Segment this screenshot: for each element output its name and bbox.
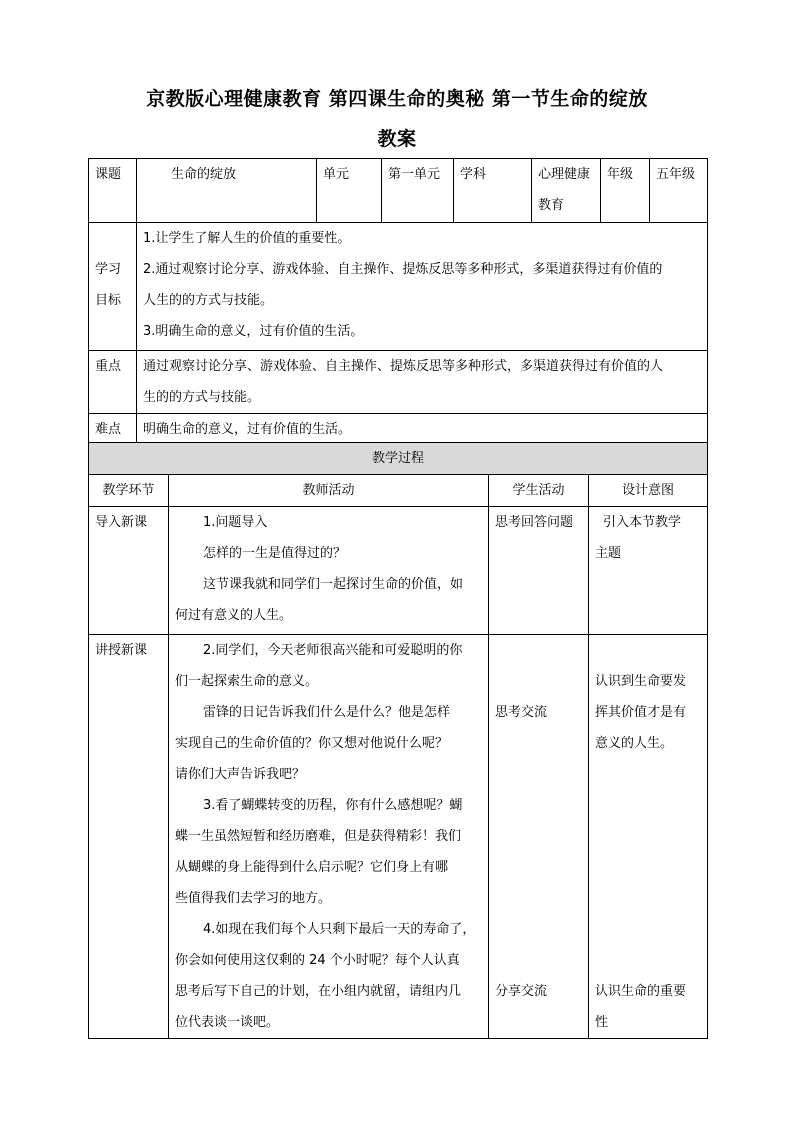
intro-stage: 导入新课 [89,507,169,635]
goal-item: 3.明确生命的意义，过有价值的生活。 [143,324,364,339]
unit-value: 第一单元 [382,159,454,223]
process-header: 教学过程 [89,443,708,475]
subject-value: 心理健康 教育 [532,159,601,223]
column-header-teacher: 教师活动 [169,475,489,507]
intent-2-line: 性 [595,1015,609,1030]
lecture-teacher: 2.同学们，今天老师很高兴能和可爱聪明的你 们一起探索生命的意义。 雷锋的日记告诉我们什么是什么？他是怎样 实现自己的生命价值的？你又想对他说什么呢？ 请你们大声告诉我吧？ 3.看了蝴蝶转变的历程，你有什么感想呢？蝴 蝶一生虽然短暂和经历磨难，但是获得精彩！我们 从蝴蝶的身上能得到什么启示呢？它们身上有哪 些值得我们去学习的地方。 4.如现在我们每个人只剩下最后一天的寿命了， 你会如何使用这仅剩的 24 个小时呢？每个人认真 思考后写下自己的计划，在小组内就留，请组内几 位代表谈一谈吧。 [169,635,489,1039]
student-activity-1: 思考交流 [495,705,548,720]
lecture-student [489,635,589,1039]
intro-teacher: 1.问题导入 怎样的一生是值得过的？ 这节课我就和同学们一起探讨生命的价值，如 何过有意义的人生。 [169,507,489,635]
teaching-process-table [88,442,708,1039]
intent-1-line: 意义的人生。 [595,736,674,751]
column-header-stage: 教学环节 [89,475,169,507]
key-point-content: 通过观察讨论分享、游戏体验、自主操作、提炼反思等多种形式，多渠道获得过有价值的人 生的的方式与技能。 [137,351,708,414]
goals-label: 学习 目标 [89,223,137,351]
subject-label: 学科 [454,159,532,223]
key-point-label: 重点 [89,351,137,414]
intro-row [89,507,708,635]
document-title: 京教版心理健康教育 第四课生命的奥秘 第一节生命的绽放 [146,88,648,110]
intro-student: 思考回答问题 [489,507,589,635]
difficulty-label: 难点 [89,414,137,447]
column-header-student: 学生活动 [489,475,589,507]
grade-label: 年级 [601,159,650,223]
topic-value: 生命的绽放 [137,159,317,223]
intent-2-line: 认识生命的重要 [595,984,687,999]
intro-intent: 引入本节教学 主题 [589,507,708,635]
intent-1-line: 认识到生命要发 [595,674,687,689]
column-header-intent: 设计意图 [589,475,708,507]
goal-item: 人生的的方式与技能。 [143,293,274,308]
topic-label: 课题 [89,159,137,223]
intent-1-line: 挥其价值才是有 [595,705,687,720]
goals-content [137,223,708,351]
lesson-info-table [88,158,708,447]
document-subtitle: 教案 [377,128,417,150]
difficulty-content: 明确生命的意义，过有价值的生活。 [137,414,708,447]
grade-value: 五年级 [650,159,708,223]
info-row [89,159,708,223]
lecture-intent [589,635,708,1039]
process-header-row [89,443,708,475]
lecture-row [89,635,708,1039]
student-activity-2: 分享交流 [495,984,548,999]
goal-item: 2.通过观察讨论分享、游戏体验、自主操作、提炼反思等多种形式，多渠道获得过有价值的 [143,262,663,277]
goals-row [89,223,708,351]
lecture-stage: 讲授新课 [89,635,169,1039]
goal-item: 1.让学生了解人生的价值的重要性。 [143,231,351,246]
key-point-row [89,351,708,414]
unit-label: 单元 [317,159,382,223]
process-columns-row [89,475,708,507]
